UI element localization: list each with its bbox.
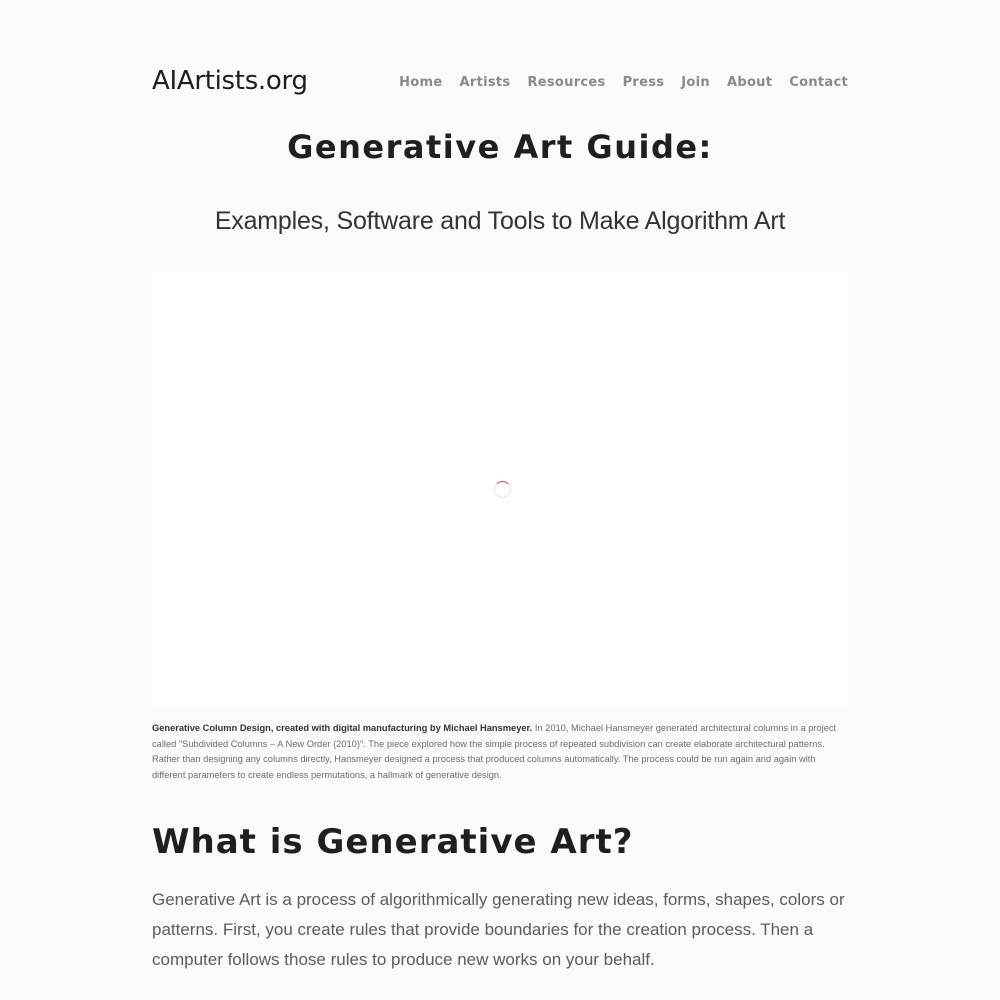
media-caption <box>152 721 848 783</box>
section-body-text: Generative Art is a process of algorithmically generating new ideas, forms, shapes, colors or patterns. First, you create rules that provide boundaries for the creation process. Then a computer follows those rules to produce new works on your behalf. <box>152 890 845 969</box>
nav-item-about[interactable]: About <box>726 75 773 90</box>
loading-spinner-icon <box>494 481 511 498</box>
caption-credit: Generative Column Design, created with digital manufacturing by Michael Hansmeyer. <box>152 723 533 733</box>
caption-description: In 2010, Michael Hansmeyer generated architectural columns in a project called "Subdivided Columns – A New Order (2010)". The piece explored how the simple process of repeated subdivision can create elaborate architectural patterns. Rather than designing any columns directly, Hansmeyer designed a process that produced columns automatically. The process could be run again and again with different parameters to create endless permutations, a hallmark of generative design. <box>152 723 837 780</box>
nav-item-home[interactable]: Home <box>399 75 443 90</box>
main-nav <box>399 75 848 90</box>
nav-item-join[interactable]: Join <box>681 75 710 90</box>
page-subtitle: Examples, Software and Tools to Make Algorithm Art <box>214 207 786 235</box>
nav-item-press[interactable]: Press <box>622 75 665 90</box>
featured-media-container <box>152 272 848 707</box>
site-header <box>152 62 848 102</box>
nav-item-contact[interactable]: Contact <box>789 75 848 90</box>
site-logo-link[interactable]: AIArtists.org <box>152 66 308 96</box>
section-heading: What is Generative Art? <box>152 822 634 862</box>
nav-item-resources[interactable]: Resources <box>527 75 606 90</box>
page-title: Generative Art Guide: <box>287 128 713 166</box>
nav-item-artists[interactable]: Artists <box>459 75 511 90</box>
